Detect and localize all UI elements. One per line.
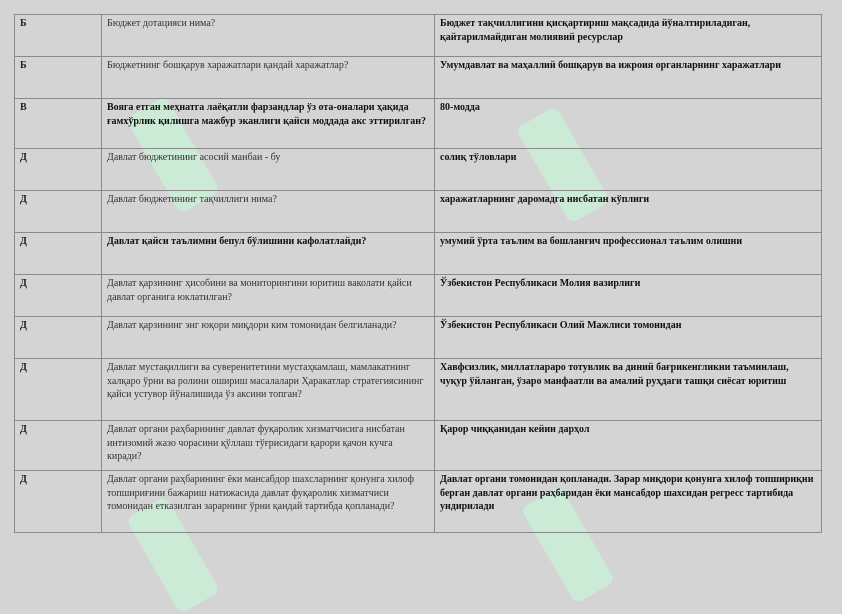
row-answer: Хавфсизлик, миллатлараро тотувлик ва диний бағрикенгликни таъминлаш, чуқур ўйланган, ўзаро манфаатли ва амалий руҳдаги ташқи сиёсат юритиш	[435, 359, 822, 421]
row-question: Давлат органи раҳбарининг ёки мансабдор шахсларнинг қонунга хилоф топшириғини бажариш натижасида давлат фуқаролик хизматчиси томонидан етказилган зарарнинг ўрни қандай тартибда қопланади?	[102, 471, 435, 533]
row-answer: солиқ тўловлари	[435, 149, 822, 191]
table-row	[15, 275, 822, 317]
row-answer: Ўзбекистон Республикаси Олий Мажлиси томонидан	[435, 317, 822, 359]
row-question: Давлат қарзининг энг юқори миқдори ким томонидан белгиланади?	[102, 317, 435, 359]
row-letter: В	[15, 99, 102, 149]
table-row	[15, 317, 822, 359]
table-row	[15, 359, 822, 421]
table-row	[15, 15, 822, 57]
table-row	[15, 191, 822, 233]
table-row	[15, 421, 822, 471]
row-answer: умумий ўрта таълим ва бошланғич профессионал таълим олишни	[435, 233, 822, 275]
row-answer: 80-модда	[435, 99, 822, 149]
row-answer: Ўзбекистон Республикаси Молия вазирлиги	[435, 275, 822, 317]
row-question: Бюджет дотацияси нима?	[102, 15, 435, 57]
row-letter: Д	[15, 191, 102, 233]
row-answer: Умумдавлат ва маҳаллий бошқарув ва ижроия органларнинг харажатлари	[435, 57, 822, 99]
row-letter: Д	[15, 275, 102, 317]
row-letter: Б	[15, 15, 102, 57]
row-answer: Қарор чиққанидан кейин дарҳол	[435, 421, 822, 471]
table-row	[15, 233, 822, 275]
table-row	[15, 57, 822, 99]
row-letter: Б	[15, 57, 102, 99]
row-answer: Бюджет тақчиллигини қисқартириш мақсадида йўналтириладиган, қайтарилмайдиган молиявий ресурслар	[435, 15, 822, 57]
row-letter: Д	[15, 471, 102, 533]
row-question: Вояга етган меҳнатга лаёқатли фарзандлар ўз ота-оналари ҳақида ғамхўрлик қилишга мажбур эканлиги қайси моддада акс эттирилган?	[102, 99, 435, 149]
row-question: Давлат бюджетининг тақчиллиги нима?	[102, 191, 435, 233]
table-row	[15, 149, 822, 191]
row-question: Давлат бюджетининг асосий манбаи - бу	[102, 149, 435, 191]
row-letter: Д	[15, 149, 102, 191]
row-answer: харажатларнинг даромадга нисбатан кўплиги	[435, 191, 822, 233]
row-answer: Давлат органи томонидан қопланади. Зарар миқдори қонунга хилоф топшириқни берган давлат органи раҳбаридан ёки мансабдор шахсидан регресс тартибида ундирилади	[435, 471, 822, 533]
row-question: Давлат органи раҳбарининг давлат фуқаролик хизматчисига нисбатан интизомий жазо чорасини қўллаш тўғрисидаги қарори қачон кучга киради?	[102, 421, 435, 471]
row-letter: Д	[15, 421, 102, 471]
row-letter: Д	[15, 317, 102, 359]
table-row	[15, 471, 822, 533]
row-letter: Д	[15, 233, 102, 275]
qa-table	[14, 14, 822, 533]
row-letter: Д	[15, 359, 102, 421]
qa-table-body	[15, 15, 822, 533]
row-question: Давлат мустақиллиги ва суверенитетини мустаҳкамлаш, мамлакатнинг халқаро ўрни ва ролини ошириш масалалари Ҳаракатлар стратегиясининг қайси устувор йўналишида ўз аксини топган?	[102, 359, 435, 421]
row-question: Бюджетнинг бошқарув харажатлари қандай харажатлар?	[102, 57, 435, 99]
row-question: Давлат қайси таълимни бепул бўлишини кафолатлайди?	[102, 233, 435, 275]
row-question: Давлат қарзининг ҳисобини ва мониторингини юритиш ваколати қайси давлат органига юклатилган?	[102, 275, 435, 317]
table-row	[15, 99, 822, 149]
